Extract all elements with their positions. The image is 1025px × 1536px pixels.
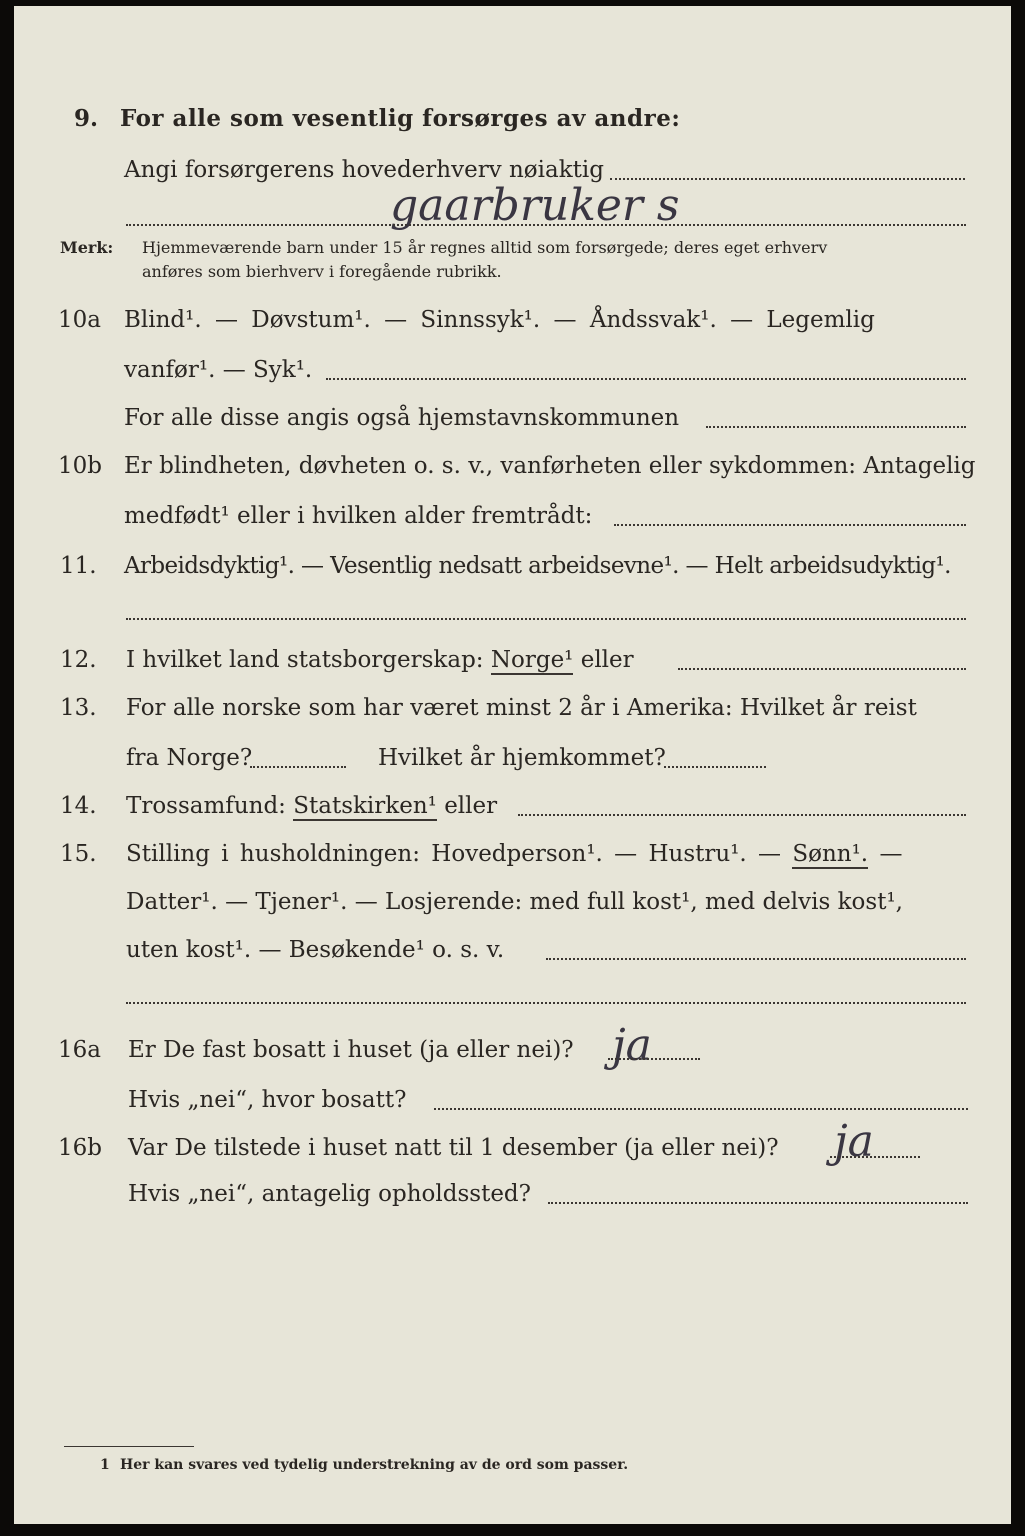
q10b-line-1: Er blindheten, døvheten o. s. v., vanførheten eller sykdommen: Antagelig xyxy=(124,453,976,479)
q14-text-pre: Trossamfund: xyxy=(126,793,286,819)
q12-number: 12. xyxy=(60,647,97,673)
q16a-line-2: Hvis „nei“, hvor bosatt? xyxy=(128,1087,407,1113)
q15-number: 15. xyxy=(60,841,97,867)
q16a-handwritten-answer: ja xyxy=(612,1020,652,1071)
q9-answer-line-2 xyxy=(126,224,966,226)
q13-number: 13. xyxy=(60,695,97,721)
q12-text-post: eller xyxy=(580,647,634,673)
q13-answer-line-2 xyxy=(664,766,766,768)
q16b-line-1: Var De tilstede i huset natt til 1 desember (ja eller nei)? xyxy=(128,1135,779,1161)
q16b-line-2: Hvis „nei“, antagelig opholdssted? xyxy=(128,1181,531,1207)
q10a-line-3: For alle disse angis også hjemstavnskommunen xyxy=(124,405,680,431)
footnote-text: Her kan svares ved tydelig understrekning av de ord som passer. xyxy=(120,1457,629,1473)
q13-line-2a: fra Norge? xyxy=(126,745,253,771)
q16b-answer-line-2 xyxy=(548,1202,968,1204)
merk-label: Merk: xyxy=(60,238,114,257)
q14-option-statskirken: Statskirken¹ xyxy=(293,793,437,819)
q15-line-2: Datter¹. — Tjener¹. — Losjerende: med full kost¹, med delvis kost¹, xyxy=(126,889,903,915)
q13-line-1: For alle norske som har været minst 2 år i Amerika: Hvilket år reist xyxy=(126,695,917,721)
q11-line-1: Arbeidsdyktig¹. — Vesentlig nedsatt arbeidsevne¹. — Helt arbeidsudyktig¹. xyxy=(124,553,951,579)
q10a-number: 10a xyxy=(58,307,101,333)
q15-text-pre: Stilling i husholdningen: Hovedperson¹. — Hustru¹. — xyxy=(126,841,782,867)
q9-heading: For alle som vesentlig forsørges av andre: xyxy=(120,105,681,132)
q14-number: 14. xyxy=(60,793,97,819)
q16a-line-1: Er De fast bosatt i huset (ja eller nei)? xyxy=(128,1037,574,1063)
q14-question xyxy=(126,792,497,820)
q10a-answer-line-2 xyxy=(706,426,966,428)
footnote-rule xyxy=(64,1446,194,1447)
q11-number: 11. xyxy=(60,553,97,579)
q15-answer-line-2 xyxy=(126,1002,966,1004)
q10a-answer-line-1 xyxy=(326,378,966,380)
q13-line-2b: Hvilket år hjemkommet? xyxy=(378,745,666,771)
q12-question xyxy=(126,646,634,674)
merk-line-2: anføres som bierhverv i foregående rubrikk. xyxy=(142,262,502,281)
q10b-line-2: medfødt¹ eller i hvilken alder fremtrådt: xyxy=(124,503,593,529)
q10b-number: 10b xyxy=(58,453,102,479)
q15-line-3: uten kost¹. — Besøkende¹ o. s. v. xyxy=(126,937,505,963)
q16a-answer-line-1 xyxy=(608,1058,700,1060)
q11-answer-line xyxy=(126,618,966,620)
q15-text-post: — xyxy=(879,841,903,867)
q9-number: 9. xyxy=(74,105,99,132)
q10a-line-1: Blind¹. — Døvstum¹. — Sinnssyk¹. — Åndssvak¹. — Legemlig xyxy=(124,307,875,333)
merk-line-1: Hjemmeværende barn under 15 år regnes alltid som forsørgede; deres eget erhverv xyxy=(142,238,828,257)
census-form-page xyxy=(14,6,1011,1524)
q16b-answer-line-1 xyxy=(830,1156,920,1158)
q10a-line-2: vanfør¹. — Syk¹. xyxy=(124,357,313,383)
q9-prompt: Angi forsørgerens hovederhverv nøiaktig xyxy=(124,157,604,183)
q9-handwritten-answer: gaarbruker s xyxy=(390,180,680,231)
q14-answer-line xyxy=(518,814,966,816)
q15-option-sonn: Sønn¹. xyxy=(792,841,869,867)
q16a-number: 16a xyxy=(58,1037,101,1063)
q12-answer-line xyxy=(678,668,966,670)
footnote-mark: 1 xyxy=(100,1457,110,1473)
q10b-answer-line xyxy=(614,524,966,526)
q15-line-1 xyxy=(126,840,902,868)
q12-text-pre: I hvilket land statsborgerskap: xyxy=(126,647,484,673)
q16b-handwritten-answer: ja xyxy=(834,1116,874,1167)
q14-text-post: eller xyxy=(444,793,498,819)
q16b-number: 16b xyxy=(58,1135,102,1161)
q12-option-norge: Norge¹ xyxy=(490,647,574,673)
q16a-answer-line-2 xyxy=(434,1108,968,1110)
q13-answer-line-1 xyxy=(250,766,346,768)
q15-answer-line-1 xyxy=(546,958,966,960)
